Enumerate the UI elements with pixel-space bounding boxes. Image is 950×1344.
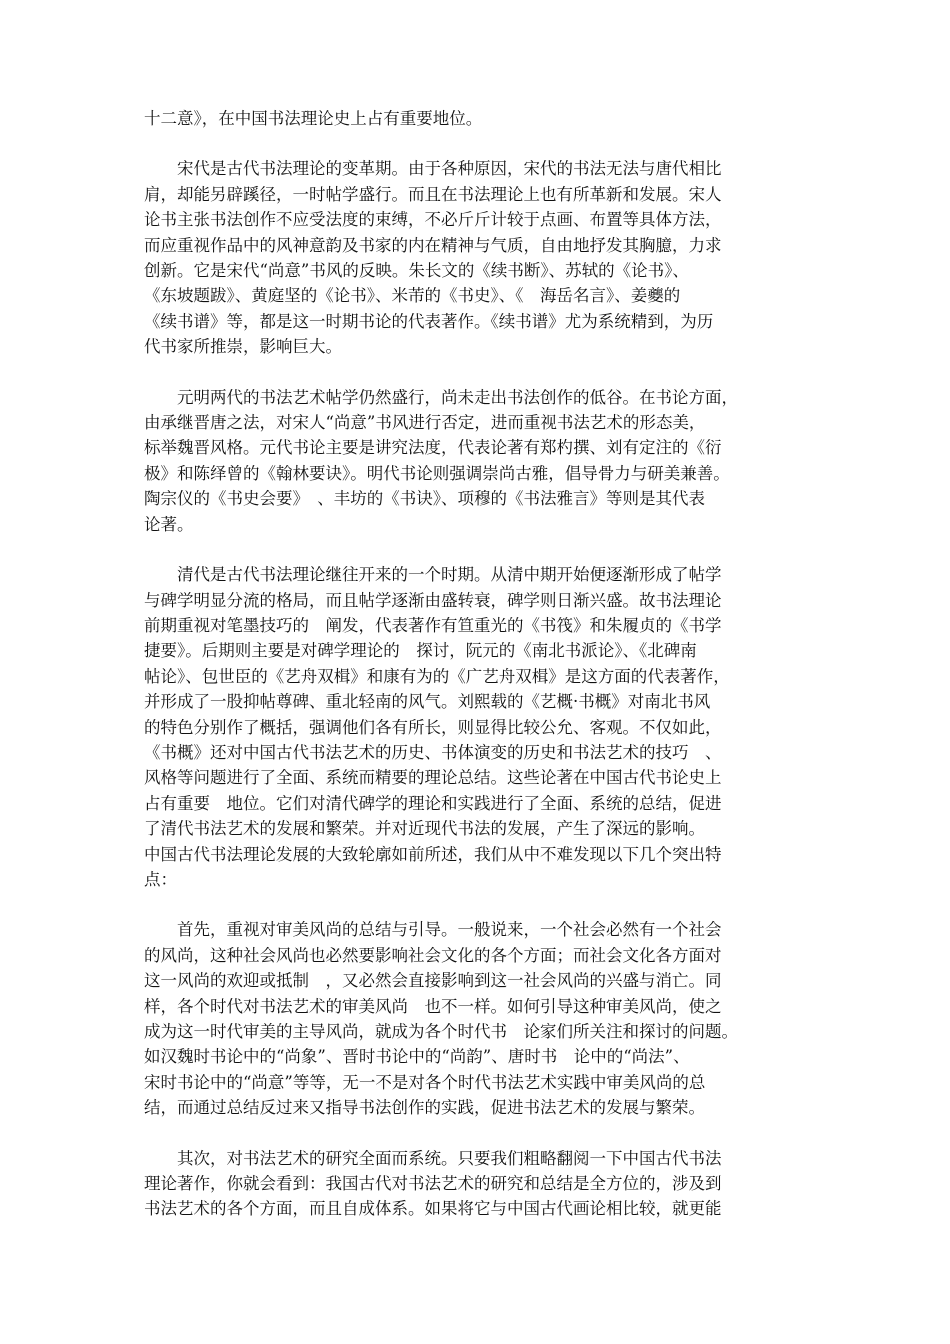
paragraph-gap [144, 537, 806, 562]
document-body [144, 106, 806, 1222]
paragraph-first-feature: 首先，重视对审美风尚的总结与引导。一般说来，一个社会必然有一个社会 的风尚，这种社会风尚也必然要影响社会文化的各个方面；而社会文化各方面对 这一风尚的欢迎或抵制 ，又必然会直接影响到这一社会风尚的兴盛与消亡。同 样，各个时代对书法艺术的审美风尚 也不一样。如何引导这种审美风尚，使之 成为这一时代审美的主导风尚，就成为各个时代书 论家们所关注和探讨的问题。 如汉魏时书论中的“尚象”、晋时书论中的“尚韵”、唐时书 论中的“尚法”、 宋时书论中的“尚意”等等，无一不是对各个时代书法艺术实践中审美风尚的总 结，而通过总结反过来又指导书法创作的实践，促进书法艺术的发展与繁荣。 [144, 920, 738, 1118]
paragraph-gap [144, 892, 806, 917]
paragraph-qing-dynasty: 清代是古代书法理论继往开来的一个时期。从清中期开始便逐渐形成了帖学 与碑学明显分流的格局，而且帖学逐渐由盛转衰，碑学则日渐兴盛。故书法理论 前期重视对笔墨技巧的 阐发，代表著作有笪重光的《书筏》和朱履贞的《书学 捷要》。后期则主要是对碑学理论的 探讨，阮元的《南北书派论》、《北碑南 帖论》、包世臣的《艺舟双楫》和康有为的《广艺舟双楫》是这方面的代表著作， 并形成了一股抑帖尊碑、重北轻南的风气。刘熙载的《艺概·书概》对南北书风 的特色分别作了概括，强调他们各有所长，则显得比较公允、客观。不仅如此， 《书概》还对中国古代书法艺术的历史、书体演变的历史和书法艺术的技巧 、 风格等问题进行了全面、系统而精要的理论总结。这些论著在中国古代书论史上 占有重要 地位。它们对清代碑学的理论和实践进行了全面、系统的总结，促进 了清代书法艺术的发展和繁荣。并对近现代书法的发展，产生了深远的影响。 中国古代书法理论发展的大致轮廓如前所述，我们从中不难发现以下几个突出特 点： [144, 565, 730, 889]
paragraph-gap [144, 131, 806, 156]
paragraph-yuan-ming: 元明两代的书法艺术帖学仍然盛行，尚未走出书法创作的低谷。在书论方面， 由承继晋唐之法，对宋人“尚意”书风进行否定，进而重视书法艺术的形态美， 标举魏晋风格。元代书论主要是讲究法度，代表论著有郑杓撰、刘有定注的《衍 极》和陈绎曾的《翰林要诀》。明代书论则强调崇尚古雅，倡导骨力与研美兼善。 陶宗仪的《书史会要》 、丰坊的《书诀》、项穆的《书法雅言》等则是其代表 论著。 [144, 387, 738, 534]
paragraph-gap [144, 360, 806, 385]
paragraph-second-feature: 其次，对书法艺术的研究全面而系统。只要我们粗略翻阅一下中国古代书法 理论著作，你就会看到：我国古代对书法艺术的研究和总结是全方位的，涉及到 书法艺术的各个方面，而且自成体系。如果将它与中国古代画论相比较，就更能 [144, 1148, 722, 1219]
paragraph-song-dynasty: 宋代是古代书法理论的变革期。由于各种原因，宋代的书法无法与唐代相比 肩，却能另辟蹊径，一时帖学盛行。而且在书法理论上也有所革新和发展。宋人 论书主张书法创作不应受法度的束缚，不必斤斤计较于点画、布置等具体方法， 而应重视作品中的风神意韵及书家的内在精神与气质，自由地抒发其胸臆，力求 创新。它是宋代“尚意”书风的反映。朱长文的《续书断》、苏轼的《论书》、 《东坡题跋》、黄庭坚的《论书》、米芾的《书史》、《 海岳名言》、姜夔的 《续书谱》等，都是这一时期书论的代表著作。《续书谱》尤为系统精到，为历 代书家所推崇，影响巨大。 [144, 159, 722, 357]
paragraph-continuation: 十二意》，在中国书法理论史上占有重要地位。 [144, 109, 483, 128]
paragraph-gap [144, 1121, 806, 1146]
